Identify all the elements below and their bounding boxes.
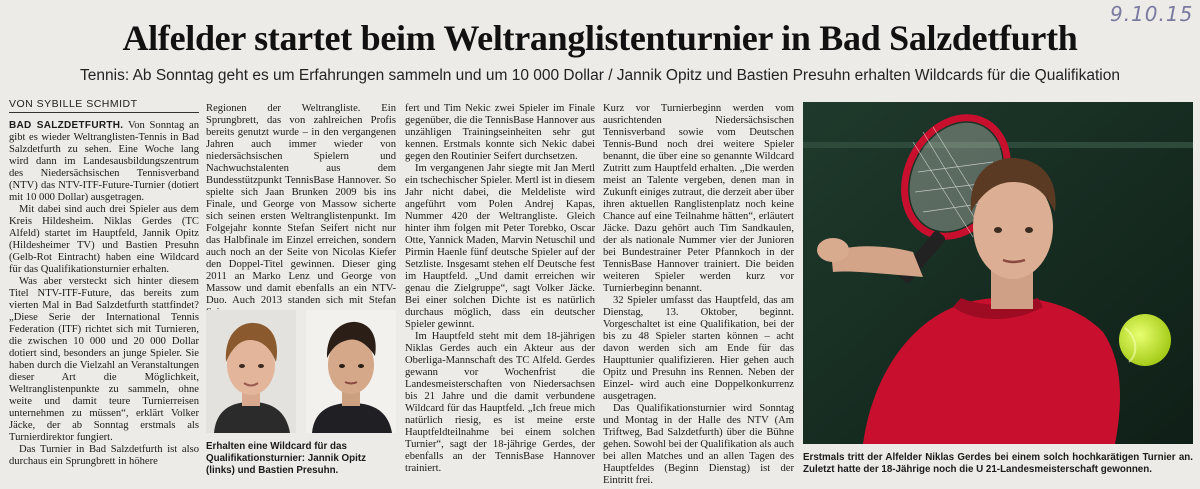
handwritten-date: 9.10.15 (1110, 2, 1194, 26)
main-photo-tennis-player (803, 102, 1193, 444)
paragraph: Kurz vor Turnierbeginn werden vom ausrichtenden Niedersächsischen Tennisverband sowie vom Deutschen Tennis-Bund noch drei weitere Spieler benannt, die über eine so genannte Wildcard Zutritt zum Hauptfeld erhalten. „Die werden meist an Talente vergeben, denen man in Zukunft einiges zutraut, die derzeit aber über ihren aktuellen Ranglistenplatz noch keine Chance auf eine Teilnahme hätten“, erläutert Jäcke. Dazu gehört auch Tim Sandkaulen, der als nationale Nummer vier der Junioren bei Bundestrainer Peter Pfannkoch in der TennisBase Hannover trainiert. Die beiden weiteren Spieler werden kurz vor Turnierbeginn benannt. (603, 103, 794, 294)
paragraph: Im Hauptfeld steht mit dem 18-jährigen Niklas Gerdes auch ein Akteur aus der Oberliga-Mannschaft des TC Alfeld. Gerdes gewann vor Wochenfrist die Landesmeisterschaften von Niedersachsen bis 21 Jahre und die damit verbundene Wildcard für das Hauptfeld. „Ich freue mich natürlich riesig, es ist meine erste Hauptfeldteilnahme bei einem solchen Turnier“, sagt der 18-jährige Gerdes, der ebenfalls an der TennisBase Hannover trainiert. (405, 331, 595, 474)
paragraph: Was aber versteckt sich hinter diesem Titel NTV-ITF-Future, das bereits zum vierten Mal in Bad Salzdetfurth stattfindet? „Diese Serie der International Tennis Federation (ITF) richtet sich mit Turnieren, die zwischen 10 000 und 20 000 Dollar dotiert sind, besonders an junge Spieler. Sie haben durch die Vielzahl an Veranstaltungen dieser Art die Möglichkeit, Weltranglistenpunkte zu sammeln, ohne weite und damit teure Turnierreisen unternehmen zu müssen“, erklärt Volker Jäcke, der ab Sonntag erstmals als Turnierdirektor fungiert. (9, 276, 199, 443)
paragraph (9, 120, 199, 204)
paragraph: Das Turnier in Bad Salzdetfurth ist also durchaus ein Sprungbrett in höhere (9, 444, 199, 467)
portrait-photo-presuhn (306, 310, 396, 433)
article-column-1 (9, 120, 199, 488)
paragraph: Regionen der Weltrangliste. Ein Sprungbrett, das von zahlreichen Profis bereits genutzt wurde – in den vergangenen Jahren auch immer wieder von niedersächsischen Spielern und Nachwuchstalenten aus dem Bundesstützpunkt TennisBase Hannover. So spielte sich Jaan Brunken 2009 bis ins Finale, und George von Massow sicherte sich seinen ersten Weltranglistenpunkt. Im Folgejahr konnte Stefan Seifert nicht nur das Halbfinale im Einzel erreichen, sondern auch noch an der Seite von Nicolas Kiefer den Doppel-Titel gewinnen. Dieser ging 2011 an Marko Lenz und George von Massow und damit ebenfalls an ein NTV-Duo. Auch 2013 standen sich mit Stefan (206, 103, 396, 306)
portrait-photo-opitz (206, 310, 296, 433)
inset-photo-caption: Erhalten eine Wildcard für das Qualifikationsturnier: Jannik Opitz (links) und Bastien Presuhn. (206, 441, 367, 476)
article-column-2 (206, 103, 396, 306)
paragraph: Mit dabei sind auch drei Spieler aus dem Kreis Hildesheim. Niklas Gerdes (TC Alfeld) startet im Hauptfeld, Jannik Opitz (Hildesheimer TV) und Bastien Presuhn (Gelb-Rot Eintracht) haben eine Wildcard für das Qualifikationsturnier erhalten. (9, 204, 199, 275)
byline: VON SYBILLE SCHMIDT (9, 98, 138, 110)
subheadline: Tennis: Ab Sonntag geht es um Erfahrungen sammeln und um 10 000 Dollar / Jannik Opitz und Bastien Presuhn erhalten Wildcards für die Qualifikation (80, 67, 1120, 84)
paragraph: Das Qualifikationsturnier wird Sonntag und Montag in der Halle des NTV (Am Triftweg, Bad Salzdetfurth) über die Bühne gehen. Sowohl bei der Qualifikation als auch bei allen Matches und an allen Tagen des Hauptfeldes (Beginn Dienstag) ist der Eintritt frei. (603, 403, 794, 486)
article-column-3 (405, 103, 595, 488)
paragraph: 32 Spieler umfasst das Hauptfeld, das am Dienstag, 13. Oktober, beginnt. Vorgeschaltet ist eine Qualifikation, bei der bis zu 48 Spieler starten können – acht davon werden sich am Ende für das Haupttunier qualifizieren. Hier gehen auch Opitz und Presuhn ins Rennen. Neben der Einzel- wird auch eine Doppelkonkurrenz ausgetragen. (603, 295, 794, 402)
main-photo-caption: Erstmals tritt der Alfelder Niklas Gerdes bei einem solch hochkarätigen Turnier an. Zuletzt hatte der 18-Jährige noch die U 21-Landesmeisterschaft gewonnen. (803, 452, 1193, 475)
headline: Alfelder startet beim Weltranglistenturnier in Bad Salzdetfurth (122, 18, 1078, 58)
paragraph-text: Von Sonntag an gibt es wieder Weltranglisten-Tennis in Bad Salzdetfurth zu sehen. Eine Woche lang wird dann im Landesausbildungszentrum des Niedersächsischen Tennisverband (NTV) das NTV-ITF-Future-Turnier (dotiert mit 10 000 Dollar) ausgetragen. (9, 120, 199, 203)
paragraph: Im vergangenen Jahr siegte mit Jan Mertl ein tschechischer Spieler. Mertl ist in diesem Jahr nicht dabei, die Meldeliste wird angeführt vom Polen Andrej Kapas, Nummer 420 der Weltrangliste. Gleich hinter ihm folgen mit Peter Torebko, Oscar Otte, Yannick Maden, Marvin Netuschil und Pirmin Haenle fünf deutsche Spieler auf der Setzliste. Insgesamt stehen elf Deutsche fest im Hauptfeld. „Und damit erreichen wir genau die Zielgruppe“, sagt Volker Jäcke. Bei einer solchen Dichte ist es natürlich durchaus möglich, dass ein deutscher Spieler gewinnt. (405, 163, 595, 330)
dateline: BAD SALZDETFURTH. (9, 120, 124, 131)
article-column-4 (603, 103, 794, 488)
paragraph: fert und Tim Nekic zwei Spieler im Finale gegenüber, die die TennisBase Hannover aus unzähligen Trainingseinheiten sehr gut kennen. Erstmals konnte sich Nekic dabei gegen den Routinier Seifert durchsetzen. (405, 103, 595, 162)
byline-rule (9, 112, 199, 113)
